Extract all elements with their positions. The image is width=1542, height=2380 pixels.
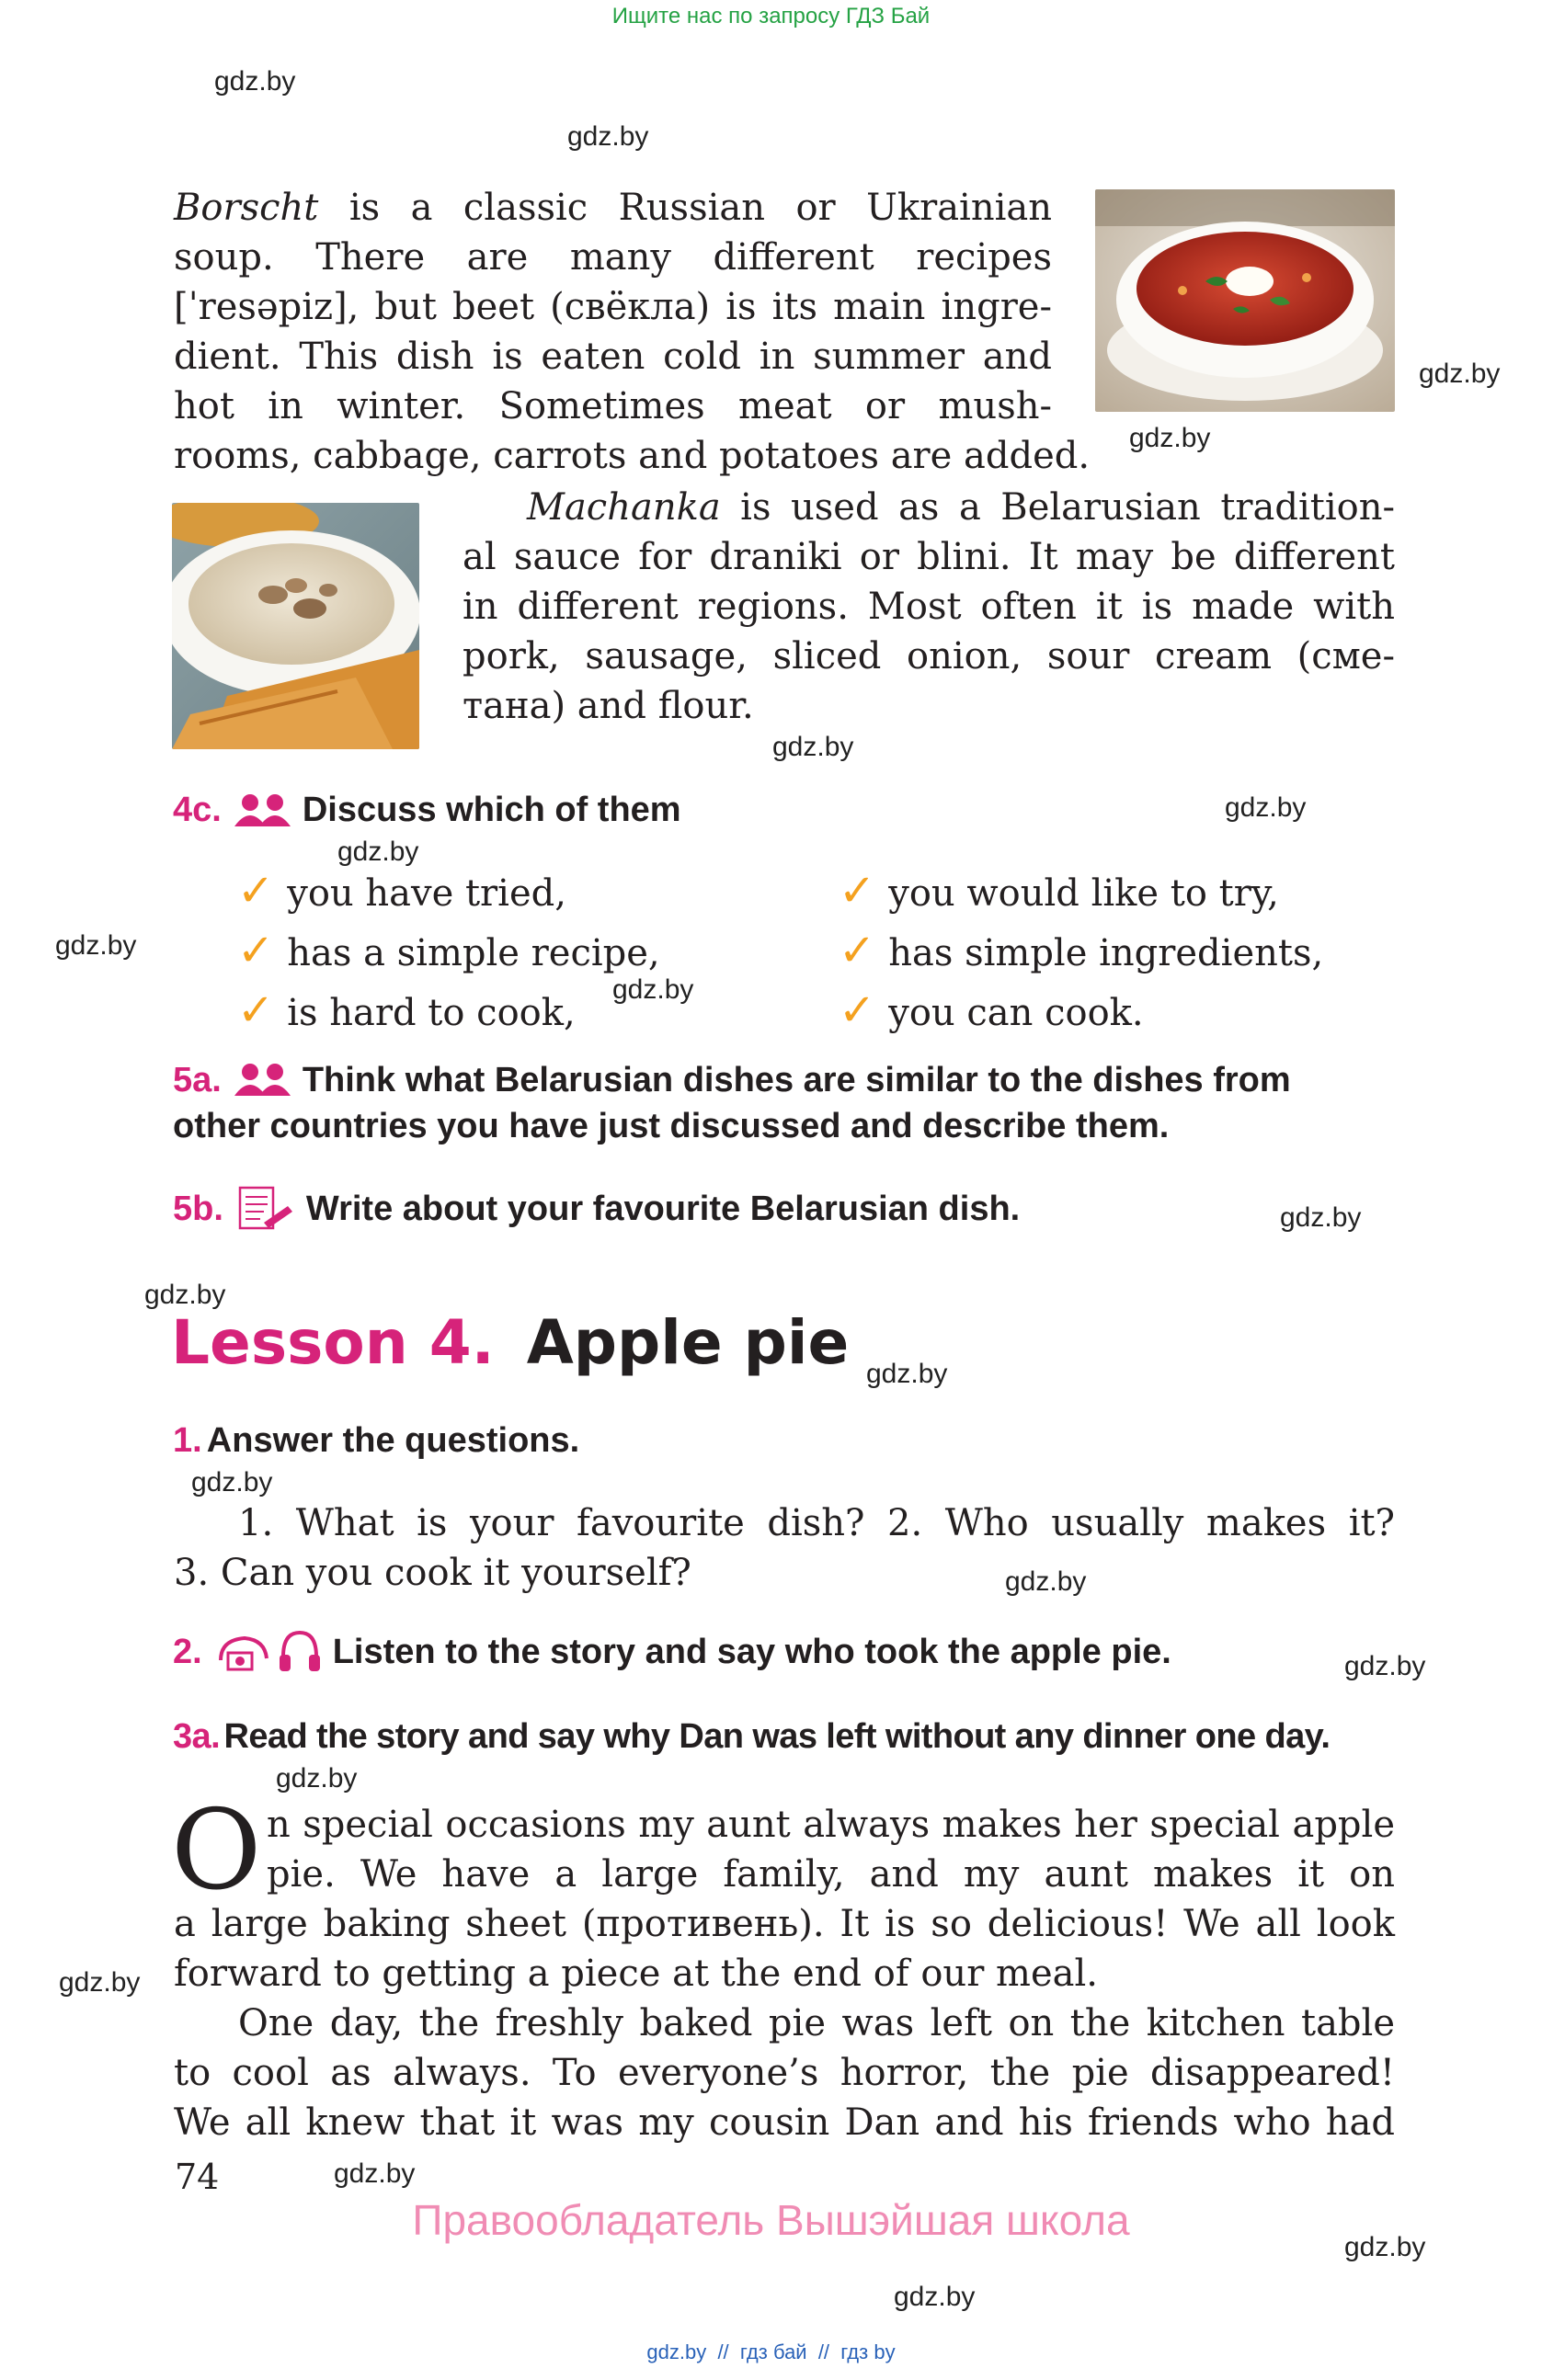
checklist-item: ✓ is hard to cook, bbox=[237, 985, 576, 1036]
checkmark-icon: ✓ bbox=[237, 925, 275, 976]
watermark: gdz.by bbox=[1280, 1202, 1362, 1233]
watermark: gdz.by bbox=[612, 974, 694, 1005]
question-line: 1. What is your favourite dish? 2. Who usually makes it? bbox=[238, 1502, 1395, 1544]
borscht-photo bbox=[1095, 189, 1395, 412]
watermark: gdz.by bbox=[772, 732, 854, 762]
story-line: a large baking sheet (противень). It is so delicious! We all look bbox=[174, 1903, 1395, 1945]
watermark: gdz.by bbox=[276, 1763, 358, 1794]
watermark: gdz.by bbox=[1005, 1566, 1087, 1597]
checklist-item: ✓ you have tried, bbox=[237, 865, 566, 917]
story-line: n special occasions my aunt always makes her special apple bbox=[267, 1804, 1395, 1846]
text-line: [ˈresəpiz], but beet (свёкла) is its main ingre- bbox=[174, 286, 1052, 328]
watermark: gdz.by bbox=[214, 66, 296, 97]
task-number: 1. bbox=[173, 1421, 202, 1460]
dish-name: Borscht bbox=[174, 187, 319, 229]
headphones-icon bbox=[278, 1629, 322, 1675]
machanka-paragraph bbox=[463, 483, 1395, 731]
watermark: gdz.by bbox=[866, 1359, 948, 1389]
task-number: 5b. bbox=[173, 1189, 223, 1228]
task-text: other countries you have just discussed and describe them. bbox=[173, 1107, 1170, 1145]
text-line: al sauce for draniki or blini. It may be different bbox=[463, 536, 1395, 578]
task-4c-heading bbox=[173, 791, 681, 830]
machanka-photo bbox=[172, 503, 419, 749]
story-line: to cool as always. To everyone’s horror, the pie disappeared! bbox=[174, 2052, 1395, 2094]
task-1-heading bbox=[173, 1421, 579, 1461]
task-title: Listen to the story and say who took the apple pie. bbox=[332, 1632, 1171, 1671]
watermark: gdz.by bbox=[894, 2282, 976, 2312]
audio-disc-icon bbox=[215, 1629, 272, 1675]
watermark: gdz.by bbox=[59, 1967, 141, 1998]
checkmark-icon: ✓ bbox=[839, 865, 876, 917]
story-line: We all knew that it was my cousin Dan and his friends who had bbox=[174, 2101, 1395, 2144]
task-5b-heading bbox=[173, 1186, 1020, 1232]
text-line: hot in winter. Sometimes meat or mush- bbox=[174, 385, 1052, 427]
story-line: One day, the freshly baked pie was left on the kitchen table bbox=[238, 2002, 1395, 2044]
writing-icon bbox=[236, 1186, 295, 1232]
checkmark-icon: ✓ bbox=[237, 985, 275, 1036]
checkmark-icon: ✓ bbox=[237, 865, 275, 917]
watermark: gdz.by bbox=[1344, 1651, 1426, 1681]
page-number: 74 bbox=[175, 2157, 220, 2197]
watermark: gdz.by bbox=[1225, 792, 1307, 823]
watermark: gdz.by bbox=[55, 930, 137, 961]
text-line: pork, sausage, sliced onion, sour cream (сме- bbox=[463, 635, 1395, 678]
text-line: dient. This dish is eaten cold in summer and bbox=[174, 336, 1052, 378]
question-line: 3. Can you cook it yourself? bbox=[174, 1552, 691, 1594]
watermark: gdz.by bbox=[337, 837, 419, 867]
borscht-paragraph bbox=[174, 183, 1052, 431]
task-number: 5a. bbox=[173, 1061, 222, 1099]
task-5a bbox=[173, 1057, 1291, 1149]
checklist-item: ✓ has simple ingredients, bbox=[839, 925, 1324, 976]
machanka-image bbox=[172, 503, 419, 749]
checklist-item: ✓ has a simple recipe, bbox=[237, 925, 660, 976]
story-line: pie. We have a large family, and my aunt makes it on bbox=[267, 1853, 1395, 1896]
drop-cap: O bbox=[171, 1787, 262, 1915]
lesson-title: Apple pie bbox=[526, 1307, 850, 1378]
checkmark-icon: ✓ bbox=[839, 925, 876, 976]
text-line: тана) and flour. bbox=[463, 685, 754, 727]
dish-name: Machanka bbox=[527, 486, 721, 529]
watermark: gdz.by bbox=[334, 2158, 416, 2189]
top-banner[interactable]: Ищите нас по запросу ГДЗ Бай bbox=[611, 4, 931, 28]
task-5a-heading bbox=[173, 1057, 1291, 1103]
task-title: Read the story and say why Dan was left without any dinner one day. bbox=[223, 1717, 1331, 1756]
text-line: Borscht is a classic Russian or Ukrainian bbox=[174, 187, 1052, 229]
story-text bbox=[174, 1899, 1395, 2147]
story-line: forward to getting a piece at the end of our meal. bbox=[174, 1953, 1098, 1995]
checklist-left bbox=[237, 866, 660, 1045]
checklist-item: ✓ you would like to try, bbox=[839, 865, 1279, 917]
task-number: 3a. bbox=[173, 1717, 221, 1756]
text-line: soup. There are many different recipes bbox=[174, 236, 1052, 279]
task-number: 4c. bbox=[173, 791, 222, 829]
text-line: in different regions. Most often it is made with bbox=[463, 586, 1395, 628]
task-title: Discuss which of them bbox=[302, 791, 681, 829]
checklist-right bbox=[839, 866, 1323, 1045]
pair-work-icon bbox=[233, 793, 293, 828]
copyright-notice: Правообладатель Вышэйшая школа bbox=[412, 2196, 1130, 2244]
footer-links[interactable]: gdz.by // гдз бай // гдз by bbox=[646, 2340, 896, 2363]
task-text: Think what Belarusian dishes are similar to the dishes from bbox=[302, 1061, 1291, 1099]
watermark: gdz.by bbox=[191, 1467, 273, 1497]
story-text bbox=[267, 1800, 1395, 1899]
task-2-heading bbox=[173, 1629, 1171, 1675]
task-3a-heading bbox=[173, 1717, 1330, 1757]
task-1-questions bbox=[174, 1498, 1395, 1598]
borscht-image bbox=[1095, 189, 1395, 412]
watermark: gdz.by bbox=[567, 121, 649, 152]
watermark: gdz.by bbox=[1344, 2232, 1426, 2262]
text-line: Machanka is used as a Belarusian tradition- bbox=[527, 486, 1395, 529]
text-line: rooms, cabbage, carrots and potatoes are added. bbox=[174, 435, 1091, 477]
task-title: Write about your favourite Belarusian dish. bbox=[305, 1189, 1021, 1228]
task-title: Answer the questions. bbox=[206, 1421, 580, 1460]
checkmark-icon: ✓ bbox=[839, 985, 876, 1036]
pair-work-icon bbox=[233, 1063, 293, 1098]
task-number: 2. bbox=[173, 1632, 202, 1671]
lesson-label: Lesson 4. bbox=[171, 1307, 495, 1378]
lesson-heading bbox=[171, 1307, 849, 1378]
watermark: gdz.by bbox=[144, 1280, 226, 1310]
watermark: gdz.by bbox=[1419, 359, 1501, 389]
watermark: gdz.by bbox=[1129, 423, 1211, 453]
checklist-item: ✓ you can cook. bbox=[839, 985, 1144, 1036]
